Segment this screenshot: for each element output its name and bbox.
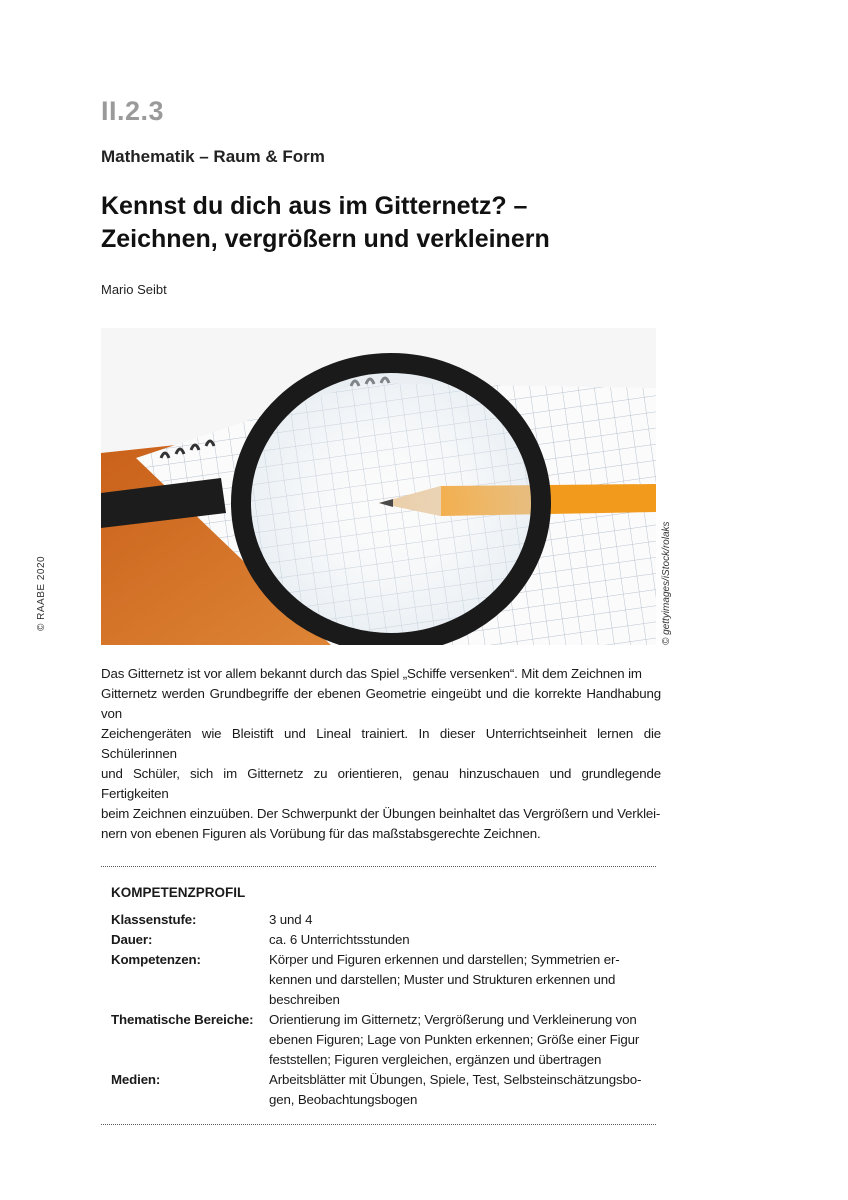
profile-title: KOMPETENZPROFIL xyxy=(111,885,246,900)
content-flow xyxy=(101,664,661,1125)
divider xyxy=(101,1124,656,1125)
subject-heading: Mathematik – Raum & Form xyxy=(101,147,325,166)
author: Mario Seibt xyxy=(101,282,167,297)
profile-value: gen, Beobachtungsbogen xyxy=(269,1092,418,1107)
profile-key: Thematische Bereiche: xyxy=(111,1012,254,1027)
profile-key: Dauer: xyxy=(111,932,153,947)
profile-value: Körper und Figuren erkennen und darstellen; Symmetrien er- xyxy=(269,952,620,967)
profile-value: ca. 6 Unterrichtsstunden xyxy=(269,932,410,947)
unit-code: II.2.3 xyxy=(101,96,165,126)
profile-row xyxy=(111,930,661,950)
intro-paragraph xyxy=(101,664,661,844)
profile-value: Orientierung im Gitternetz; Vergrößerung und Verkleinerung von xyxy=(269,1012,637,1027)
profile-key: Kompetenzen: xyxy=(111,952,201,967)
profile-value: 3 und 4 xyxy=(269,912,313,927)
intro-line: nern von ebenen Figuren als Vorübung für das maßstabsgerechte Zeichnen. xyxy=(101,826,541,841)
title-line: Kennst du dich aus im Gitternetz? – xyxy=(101,192,528,220)
profile-row xyxy=(111,950,661,1010)
profile-key: Medien: xyxy=(111,1072,161,1087)
page-title xyxy=(101,190,550,256)
profile-table xyxy=(111,910,661,1110)
profile-row xyxy=(111,1070,661,1110)
profile-row xyxy=(111,910,661,930)
intro-line: Gitternetz werden Grundbegriffe der ebenen Geometrie eingeübt und die korrekte Handhabung von xyxy=(101,686,661,721)
profile-value: beschreiben xyxy=(269,992,340,1007)
divider xyxy=(101,866,656,867)
profile-value: kennen und darstellen; Muster und Strukturen erkennen und xyxy=(269,972,616,987)
title-line: Zeichnen, vergrößern und verkleinern xyxy=(101,225,550,253)
intro-line: beim Zeichnen einzuüben. Der Schwerpunkt der Übungen beinhaltet das Vergrößern und Verklei- xyxy=(101,806,661,821)
profile-value: feststellen; Figuren vergleichen, ergänzen und übertragen xyxy=(269,1052,602,1067)
profile-value: ebenen Figuren; Lage von Punkten erkennen; Größe einer Figur xyxy=(269,1032,640,1047)
intro-line: Zeichengeräten wie Bleistift und Lineal trainiert. In dieser Unterrichtseinheit lernen die Schülerinnen xyxy=(101,726,661,761)
copyright-note: © RAABE 2020 xyxy=(36,555,47,631)
cover-photo xyxy=(101,328,656,645)
intro-line: Das Gitternetz ist vor allem bekannt durch das Spiel „Schiffe versenken“. Mit dem Zeichnen im xyxy=(101,666,642,681)
photo-credit: © gettyimages/iStock/rolaks xyxy=(661,521,672,645)
profile-row xyxy=(111,1010,661,1070)
intro-line: und Schüler, sich im Gitternetz zu orientieren, genau hinzuschauen und grundlegende Fertigkeiten xyxy=(101,766,661,801)
profile-value: Arbeitsblätter mit Übungen, Spiele, Test, Selbsteinschätzungsbo- xyxy=(269,1072,642,1087)
profile-key: Klassenstufe: xyxy=(111,912,197,927)
